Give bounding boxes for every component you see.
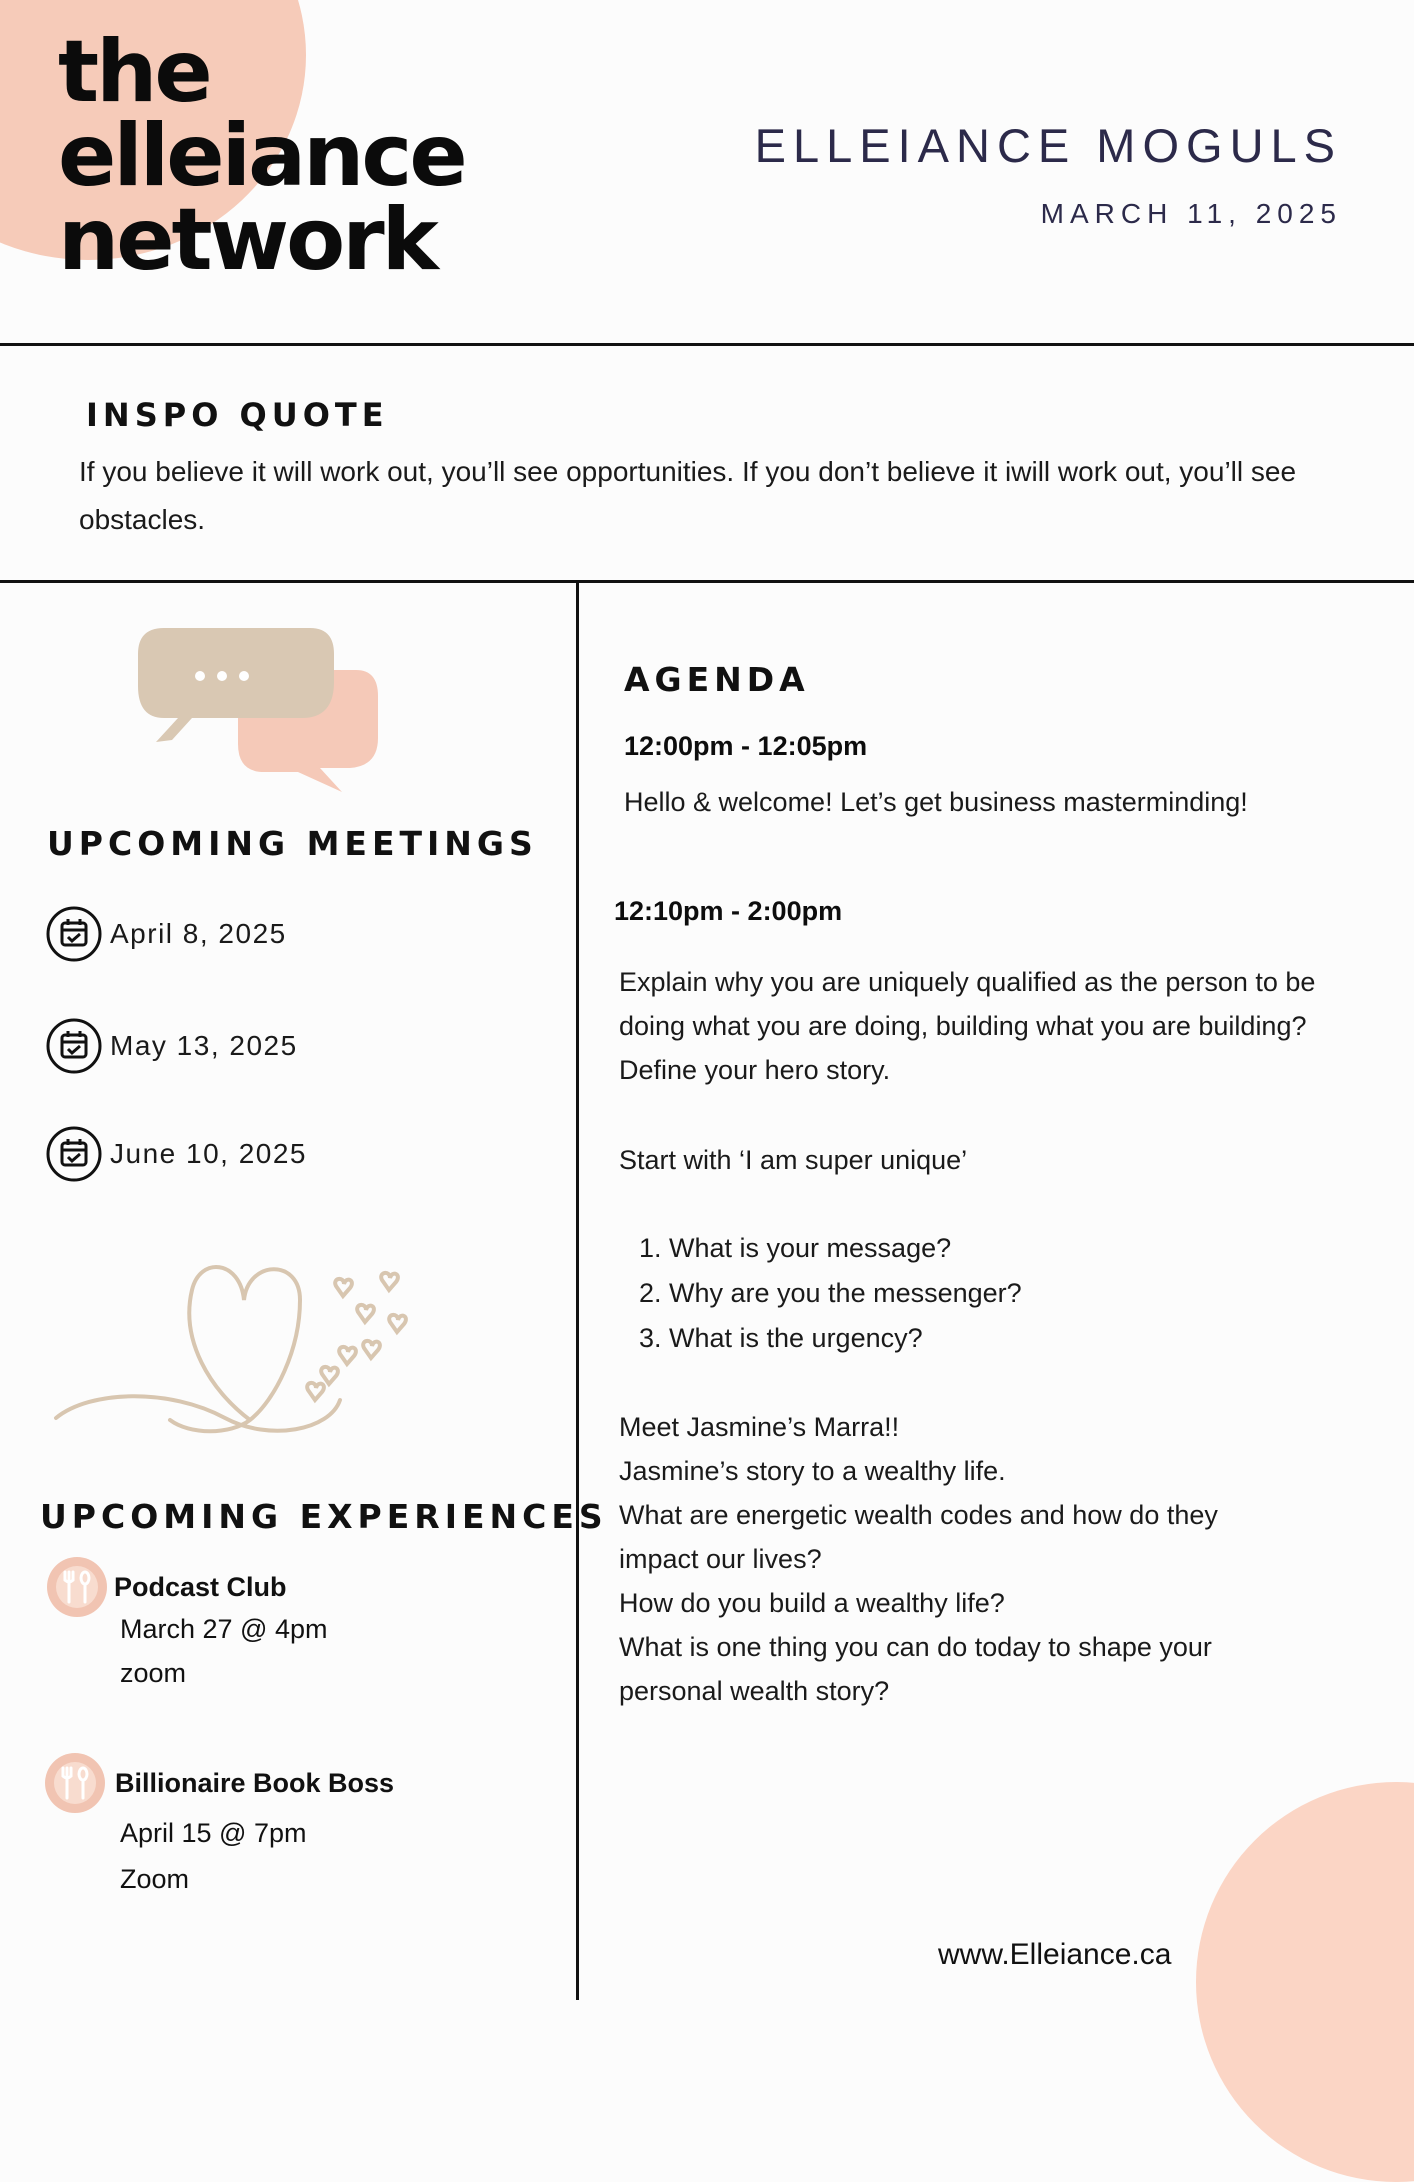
meeting-item bbox=[46, 1124, 307, 1184]
website-link[interactable]: www.Elleiance.ca bbox=[938, 1938, 1172, 1971]
agenda-line: Meet Jasmine’s Marra!! bbox=[619, 1412, 900, 1442]
list-item: 2. Why are you the messenger? bbox=[669, 1271, 1022, 1316]
list-item: 1. What is your message? bbox=[669, 1226, 1022, 1271]
experience-location: zoom bbox=[120, 1658, 187, 1688]
experiences-heading: UPCOMING EXPERIENCES bbox=[40, 1497, 608, 1536]
agenda-line: What is one thing you can do today to shape your personal wealth story? bbox=[619, 1632, 1212, 1706]
divider-vertical bbox=[576, 581, 579, 2000]
meeting-date-text: April 8, 2025 bbox=[110, 918, 287, 949]
experience-location: Zoom bbox=[120, 1864, 190, 1894]
utensils-icon bbox=[46, 1556, 108, 1618]
utensils-icon bbox=[44, 1752, 106, 1814]
divider-middle bbox=[0, 580, 1414, 583]
heart-doodle-icon bbox=[50, 1250, 470, 1440]
experience-time: March 27 @ 4pm bbox=[120, 1614, 328, 1644]
agenda-text-1: Hello & welcome! Let’s get business masterminding! bbox=[624, 787, 1248, 817]
experience-title: Billionaire Book Boss bbox=[115, 1768, 395, 1798]
calendar-check-icon bbox=[46, 1126, 102, 1182]
meeting-date-text: May 13, 2025 bbox=[110, 1030, 298, 1061]
meeting-item bbox=[46, 1016, 298, 1076]
experience-title: Podcast Club bbox=[114, 1572, 287, 1602]
calendar-check-icon bbox=[46, 1018, 102, 1074]
agenda-time-2: 12:10pm - 2:00pm bbox=[614, 896, 843, 926]
agenda-line: Jasmine’s story to a wealthy life. bbox=[619, 1456, 1006, 1486]
quote-text: If you believe it will work out, you’ll see opportunities. If you don’t believe it iwill work out, you’ll see obstacles. bbox=[79, 456, 1297, 535]
agenda-start: Start with ‘I am super unique’ bbox=[619, 1145, 968, 1175]
agenda-details bbox=[619, 1405, 1299, 1713]
network-logo bbox=[58, 22, 465, 290]
meetings-heading: UPCOMING MEETINGS bbox=[47, 824, 538, 863]
logo-line-network: network bbox=[58, 190, 436, 290]
calendar-check-icon bbox=[46, 906, 102, 962]
agenda-line: What are energetic wealth codes and how do they impact our lives? bbox=[619, 1500, 1218, 1574]
agenda-heading: AGENDA bbox=[624, 660, 810, 699]
list-item: 3. What is the urgency? bbox=[669, 1316, 1022, 1361]
agenda-question-list bbox=[619, 1226, 1022, 1361]
divider-top bbox=[0, 343, 1414, 346]
meeting-item bbox=[46, 904, 287, 964]
agenda-time-1: 12:00pm - 12:05pm bbox=[624, 731, 868, 761]
quote-heading: INSPO QUOTE bbox=[86, 396, 389, 434]
experience-time: April 15 @ 7pm bbox=[120, 1818, 307, 1848]
agenda-intro: Explain why you are uniquely qualified as the person to be doing what you are doing, building what you are building? Define your hero story. bbox=[619, 967, 1316, 1085]
meeting-date: MARCH 11, 2025 bbox=[1040, 198, 1342, 229]
org-name: ELLEIANCE MOGULS bbox=[754, 119, 1342, 172]
decorative-circle-bottom-right bbox=[1196, 1782, 1414, 2182]
agenda-line: How do you build a wealthy life? bbox=[619, 1588, 1005, 1618]
logo-line-elleiance: elleiance bbox=[58, 106, 465, 206]
meeting-date-text: June 10, 2025 bbox=[110, 1138, 307, 1169]
chat-bubbles-icon bbox=[134, 624, 384, 796]
logo-line-the: the bbox=[58, 22, 210, 122]
